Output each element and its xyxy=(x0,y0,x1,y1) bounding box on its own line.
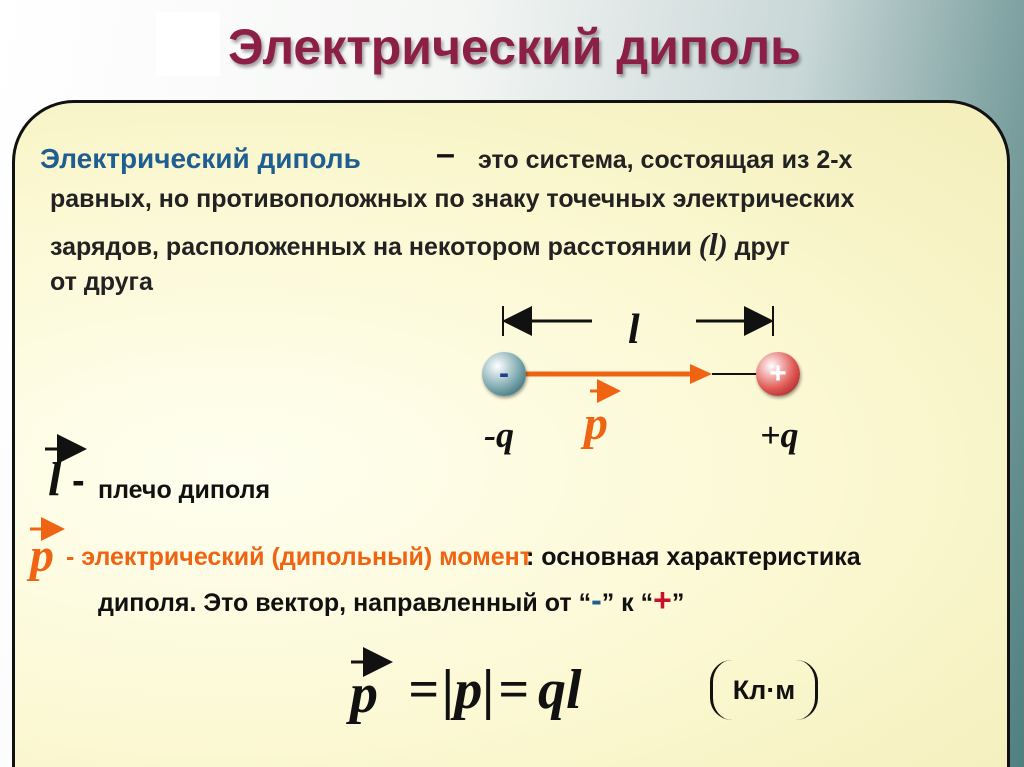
moment-label: p xyxy=(584,397,608,450)
formula-abs: |p| xyxy=(442,659,495,721)
definition-line4: от друга xyxy=(50,268,153,296)
lever-symbol: l xyxy=(48,453,62,506)
quote-open-minus: “ xyxy=(578,589,592,617)
definition-open-paren: ( xyxy=(698,229,709,262)
moment-desc-line2 xyxy=(98,582,684,619)
units-box xyxy=(710,660,818,720)
lever-dash: - xyxy=(72,460,85,502)
formula-lhs: p xyxy=(350,663,378,725)
to-word: к xyxy=(621,589,634,617)
plus-sign: + xyxy=(653,582,672,618)
definition-line3-text: зарядов, расположенных на некотором расстоянии xyxy=(50,233,692,261)
formula-eq1: = xyxy=(408,659,439,719)
definition-term: Электрический диполь xyxy=(40,143,361,174)
quote-open-plus: “ xyxy=(640,589,654,617)
distance-label: l xyxy=(628,307,640,353)
moment-term: - электрический (дипольный) момент xyxy=(66,543,532,571)
formula-eq2: = xyxy=(498,659,529,719)
moment-desc-line2-text: диполя. Это вектор, направленный от xyxy=(98,589,572,617)
units-text: Кл·м xyxy=(732,674,796,705)
negative-charge-label: -q xyxy=(484,415,514,455)
moment-desc-line1: : основная характеристика xyxy=(526,543,861,571)
definition-l-symbol: l xyxy=(708,226,718,262)
definition-line2: равных, но противоположных по знаку точечных электрических xyxy=(50,185,855,213)
formula-rhs: ql xyxy=(538,659,582,721)
moment-arrow-head xyxy=(690,364,712,384)
moment-symbol: p xyxy=(30,529,54,582)
definition-dash: – xyxy=(436,135,455,173)
quote-close-minus: ” xyxy=(601,589,615,617)
positive-charge-label: +q xyxy=(760,415,799,455)
definition-line1: это система, состоящая из 2-х xyxy=(478,146,853,174)
negative-charge xyxy=(482,352,526,396)
negative-sign: - xyxy=(499,357,509,390)
quote-close-plus: ” xyxy=(671,589,685,617)
lever-text: плечо диполя xyxy=(98,476,271,504)
minus-sign: - xyxy=(591,582,602,618)
definition-line3-after: друг xyxy=(734,233,790,261)
positive-sign: + xyxy=(769,357,787,390)
slide-title: Электрический диполь xyxy=(228,19,801,75)
positive-charge xyxy=(756,352,800,396)
definition-close-paren: ) xyxy=(717,229,728,262)
